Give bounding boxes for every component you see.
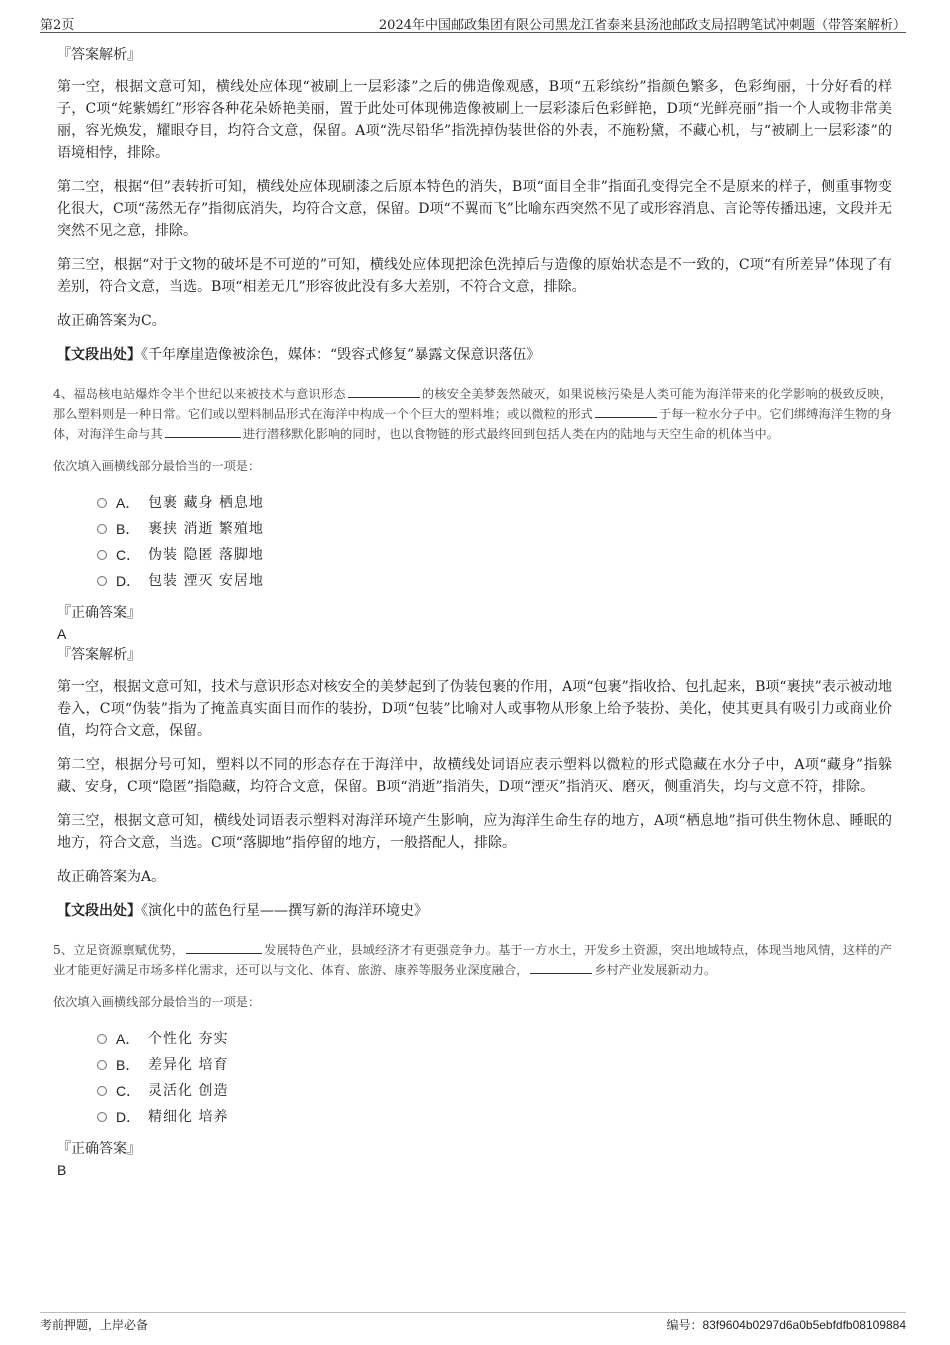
option-letter: D． [116, 573, 141, 589]
radio-icon[interactable] [97, 576, 107, 586]
q4-source-label: 【文段出处】 [57, 903, 141, 919]
q4-prompt: 依次填入画横线部分最恰当的一项是： [53, 459, 261, 473]
page-number: 第2页 [40, 18, 75, 33]
q4-explain-para-1: 第一空，根据文意可知，技术与意识形态对核安全的美梦起到了伪装包裹的作用，A项“包裹”指收拾、包扎起来，B项“裹挟”表示被动地卷入，C项“伪装”指为了掩盖真实面目而作的装扮，D项“包装”比喻对人或事物从形象上给予装扮、美化，使其更具有吸引力或商业价值，均符合文意，保留。 [57, 679, 892, 739]
q4-blank-2 [595, 405, 657, 418]
q4-option-a[interactable] [97, 490, 892, 516]
document-title: 2024年中国邮政集团有限公司黑龙江省泰来县汤池邮政支局招聘笔试冲刺题（带答案解析） [378, 18, 906, 33]
q5-option-c[interactable] [97, 1078, 892, 1104]
q5-text-part: 发展特色产业，县域经济才有更强竞争力。基于一方水土，开发乡土资源，突出地域特点，体现当地风情，这样的产业才能更好满足市场多样化需求，还可以与文化、体育、旅游、康养等服务业深度融合， [53, 943, 892, 977]
radio-icon[interactable] [97, 1086, 107, 1096]
q4-explain-para-3: 第三空，根据文意可知，横线处词语表示塑料对海洋环境产生影响，应为海洋生命生存的地方，A项“栖息地”指可供生物休息、睡眠的地方，符合文意，当选。C项“落脚地”指停留的地方，一般搭配人，排除。 [57, 813, 892, 851]
q5-blank-1 [186, 941, 262, 954]
page-content [53, 46, 893, 1182]
q3-explain-label: 『答案解析』 [57, 47, 141, 63]
option-letter: B． [116, 1057, 140, 1073]
q5-correct-label: 『正确答案』 [57, 1141, 141, 1157]
q4-conclusion: 故正确答案为A。 [57, 869, 166, 885]
option-text: 裹挟 消逝 繁殖地 [148, 521, 264, 537]
radio-icon[interactable] [97, 1112, 107, 1122]
page-footer [40, 1312, 906, 1335]
q3-source-text: 《千年摩崖造像被涂色，媒体：“毁容式修复”暴露文保意识落伍》 [141, 347, 541, 363]
q4-text-part: 于每一粒水分子中。它们绑缚海洋生物的身体，对海洋生命与其 [53, 407, 893, 441]
q5-option-a[interactable] [97, 1026, 892, 1052]
option-text: 包裹 藏身 栖息地 [148, 495, 264, 511]
q4-blank-1 [348, 385, 420, 398]
q4-explain-para-2: 第二空，根据分号可知，塑料以不同的形态存在于海洋中，故横线处词语应表示塑料以微粒的形式隐藏在水分子中，A项“藏身”指躲藏、安身，C项“隐匿”指隐藏，均符合文意，保留。B项“消逝”指消失，D项“湮灭”指消灭、磨灭，侧重消失，均与文意不符，排除。 [57, 757, 892, 795]
q4-explain-label: 『答案解析』 [57, 647, 141, 663]
q5-text-part: 5、立足资源禀赋优势， [53, 943, 185, 957]
q4-blank-3 [165, 425, 241, 438]
q4-question-text [53, 384, 892, 444]
option-text: 包装 湮灭 安居地 [148, 573, 264, 589]
option-letter: A． [116, 1031, 140, 1047]
q3-source-label: 【文段出处】 [57, 347, 141, 363]
radio-icon[interactable] [97, 498, 107, 508]
q4-source-text: 《演化中的蓝色行星——撰写新的海洋环境史》 [141, 903, 428, 919]
q5-options [97, 1026, 892, 1130]
q5-option-b[interactable] [97, 1052, 892, 1078]
option-letter: B． [116, 521, 140, 537]
page-header [40, 12, 906, 33]
q3-conclusion: 故正确答案为C。 [57, 313, 166, 329]
q4-text-part: 4、福岛核电站爆炸令半个世纪以来被技术与意识形态 [53, 387, 346, 401]
q4-options [97, 490, 892, 594]
option-text: 精细化 培养 [148, 1109, 229, 1125]
radio-icon[interactable] [97, 1060, 107, 1070]
option-letter: C． [116, 547, 141, 563]
q4-option-c[interactable] [97, 542, 892, 568]
option-text: 灵活化 创造 [148, 1083, 229, 1099]
q4-correct-answer: A [57, 626, 67, 642]
q4-text-part: 的核安全美梦轰然破灭，如果说核污染是人类可能为海洋带来的化学影响的极致反映，那么塑料则是一种日常。它们或以塑料制品形式在海洋中构成一个个巨大的塑料堆；或以微粒的形式 [53, 387, 892, 421]
q5-question-text [53, 940, 892, 980]
q4-option-d[interactable] [97, 568, 892, 594]
q3-source [57, 344, 892, 366]
q5-text-part: 乡村产业发展新动力。 [594, 963, 717, 977]
q3-explain-para-3: 第三空，根据“对于文物的破坏是不可逆的”可知，横线处应体现把涂色洗掉后与造像的原始状态是不一致的，C项“有所差异”体现了有差别，符合文意，当选。B项“相差无几”形容彼此没有多大差别，不符合文意，排除。 [57, 257, 892, 295]
q5-blank-2 [530, 961, 592, 974]
q4-correct-label: 『正确答案』 [57, 605, 141, 621]
q4-text-part: 进行潜移默化影响的同时，也以食物链的形式最终回到包括人类在内的陆地与天空生命的机体当中。 [242, 427, 779, 441]
radio-icon[interactable] [97, 1034, 107, 1044]
document-id: 编号：83f9604b0297d6a0b5ebfdfb08109884 [666, 1318, 906, 1332]
option-text: 差异化 培育 [148, 1057, 229, 1073]
q4-option-b[interactable] [97, 516, 892, 542]
q3-explain-para-1: 第一空，根据文意可知，横线处应体现“被刷上一层彩漆”之后的佛造像观感，B项“五彩缤纷”指颜色繁多，色彩绚丽，十分好看的样子，C项“姹紫嫣红”形容各种花朵娇艳美丽，置于此处可体现佛造像被刷上一层彩漆后色彩鲜艳，D项“光鲜亮丽”指一个人或物非常美丽，容光焕发，耀眼夺目，均符合文意，保留。A项“洗尽铅华”指洗掉伪装世俗的外表，不施粉黛，不藏心机，与“被刷上一层彩漆”的语境相悖，排除。 [57, 79, 892, 161]
radio-icon[interactable] [97, 550, 107, 560]
q3-explain-para-2: 第二空，根据“但”表转折可知，横线处应体现刷漆之后原本特色的消失，B项“面目全非”指面孔变得完全不是原来的样子，侧重事物变化很大，C项“荡然无存”指彻底消失，均符合文意，保留。D项“不翼而飞”比喻东西突然不见了或形容消息、言论等传播迅速，文段并无突然不见之意，排除。 [57, 179, 892, 239]
q5-prompt: 依次填入画横线部分最恰当的一项是： [53, 995, 261, 1009]
option-text: 个性化 夯实 [148, 1031, 229, 1047]
option-text: 伪装 隐匿 落脚地 [148, 547, 264, 563]
footer-slogan: 考前押题，上岸必备 [40, 1318, 149, 1332]
q5-correct-answer: B [57, 1162, 67, 1178]
option-letter: C． [116, 1083, 141, 1099]
option-letter: D． [116, 1109, 141, 1125]
radio-icon[interactable] [97, 524, 107, 534]
option-letter: A． [116, 495, 140, 511]
q5-option-d[interactable] [97, 1104, 892, 1130]
q4-source [57, 900, 892, 922]
